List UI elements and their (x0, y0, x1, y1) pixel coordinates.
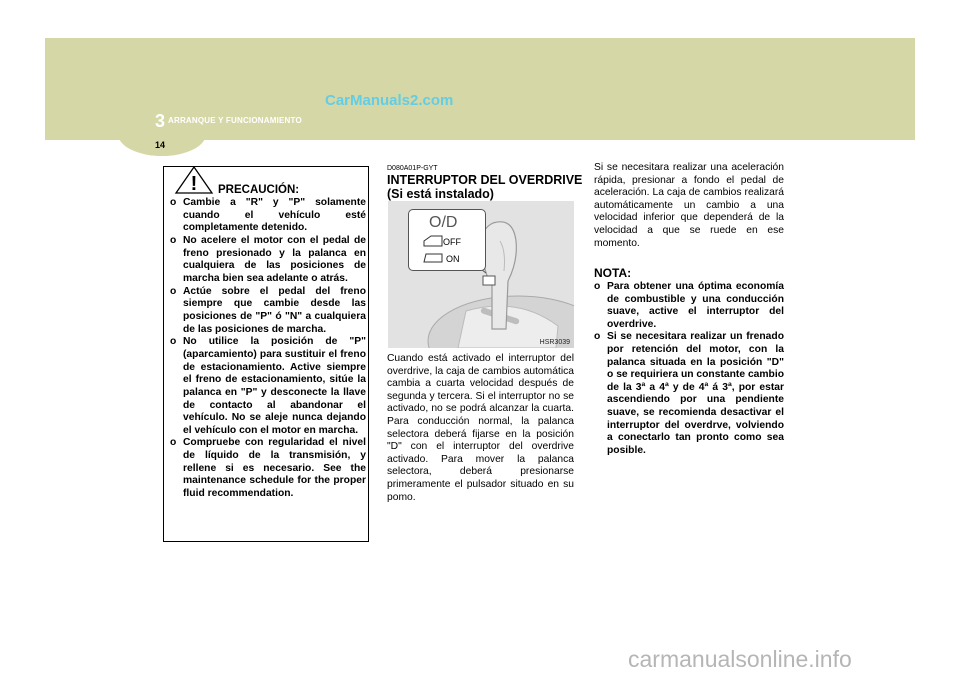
watermark-link[interactable]: CarManuals2.com (325, 92, 454, 109)
bullet: o (170, 197, 177, 208)
caution-item: o Compruebe con regularidad el nivel de líquido de la transmisión, y rellene si es necesario. See the maintenance schedule for the proper fluid recommendation. (170, 437, 366, 500)
nota-item: o Para obtener una óptima economía de combustible y una conducción suave, active el interruptor del overdrive. (594, 281, 784, 330)
caution-item: o Actúe sobre el pedal del freno siempre que cambie desde las posiciones de "P" ó "N" a cualquiera de las posiciones de marcha. (170, 285, 366, 335)
warning-triangle-icon (172, 165, 216, 195)
bullet: o (170, 285, 177, 297)
switch-on-icon (423, 253, 443, 263)
section-title: ARRANQUE Y FUNCIONAMIENTO (168, 116, 302, 125)
od-switch-figure (388, 201, 574, 348)
overdrive-description: Cuando está activado el interruptor del overdrive, la caja de cambios automática cambia a cuarta velocidad después de segunda y tercera. Si el interruptor no se activado, no se podrá alcanzar la cuarta. Para conducción normal, la palanca selectora deberá fijarse en la posición "D" con el interruptor del overdrive activado. Para mover la palanca selectora, deberá presionarse primeramente el pulsador situado en su pomo. (387, 353, 574, 503)
od-callout (408, 209, 486, 271)
page-number: 14 (155, 140, 166, 150)
on-label: ON (446, 254, 460, 264)
section-number: 3 (155, 111, 166, 131)
section-title-heading: INTERRUPTOR DEL OVERDRIVE (Si está instalado) (387, 173, 583, 201)
section-code: D080A01P-GYT (387, 165, 438, 172)
bullet: o (594, 331, 601, 343)
footer-watermark[interactable]: carmanualsonline.info (628, 646, 852, 672)
bullet: o (170, 234, 177, 246)
bullet: o (170, 336, 177, 348)
acceleration-paragraph: Si se necesitara realizar una aceleración rápida, presionar a fondo el pedal de aceleración. La caja de cambios realizará automáticamente un cambio a una velocidad inferior que dependerá de la velocidad a que se ruede en ese momento. (594, 162, 784, 249)
caution-item: o No utilice la posición de "P" (aparcamiento) para sustituir el freno de estacionamiento. Active siempre el freno de estacionamiento, sitúe la palanca en "P" y desconecte la llave de contacto al abandonar el vehículo. No se aleje nunca dejando el vehículo con el motor en marcha. (170, 336, 366, 436)
bullet: o (594, 281, 601, 292)
figure-code: HSR3039 (539, 339, 570, 346)
caution-list (170, 197, 366, 501)
od-label: O/D (429, 214, 458, 231)
switch-off-icon (423, 235, 443, 247)
nota-item: o Si se necesitara realizar un frenado por retención del motor, con la palanca situada en la posición "D" o se requiriera un constante cambio de la 3ª a 4ª y de 4ª á 3ª, por estar ascendiendo por una pendiente suave, se recomienda desactivar el interruptor del overdrve, volviendo a conectarlo tan pronto como sea posible. (594, 331, 784, 456)
caution-item: o Cambie a "R" y "P" solamente cuando el vehículo esté completamente detenido. (170, 197, 366, 234)
bullet: o (170, 437, 177, 449)
nota-list (594, 281, 784, 457)
caution-item: o No acelere el motor con el pedal de freno presionado y la palanca en cualquiera de las posiciones de marcha bien sea adelante o atrás. (170, 234, 366, 284)
off-label: OFF (443, 237, 461, 247)
caution-title: PRECAUCIÓN: (218, 184, 300, 196)
nota-title: NOTA: (594, 266, 632, 280)
svg-text:!: ! (190, 173, 198, 195)
